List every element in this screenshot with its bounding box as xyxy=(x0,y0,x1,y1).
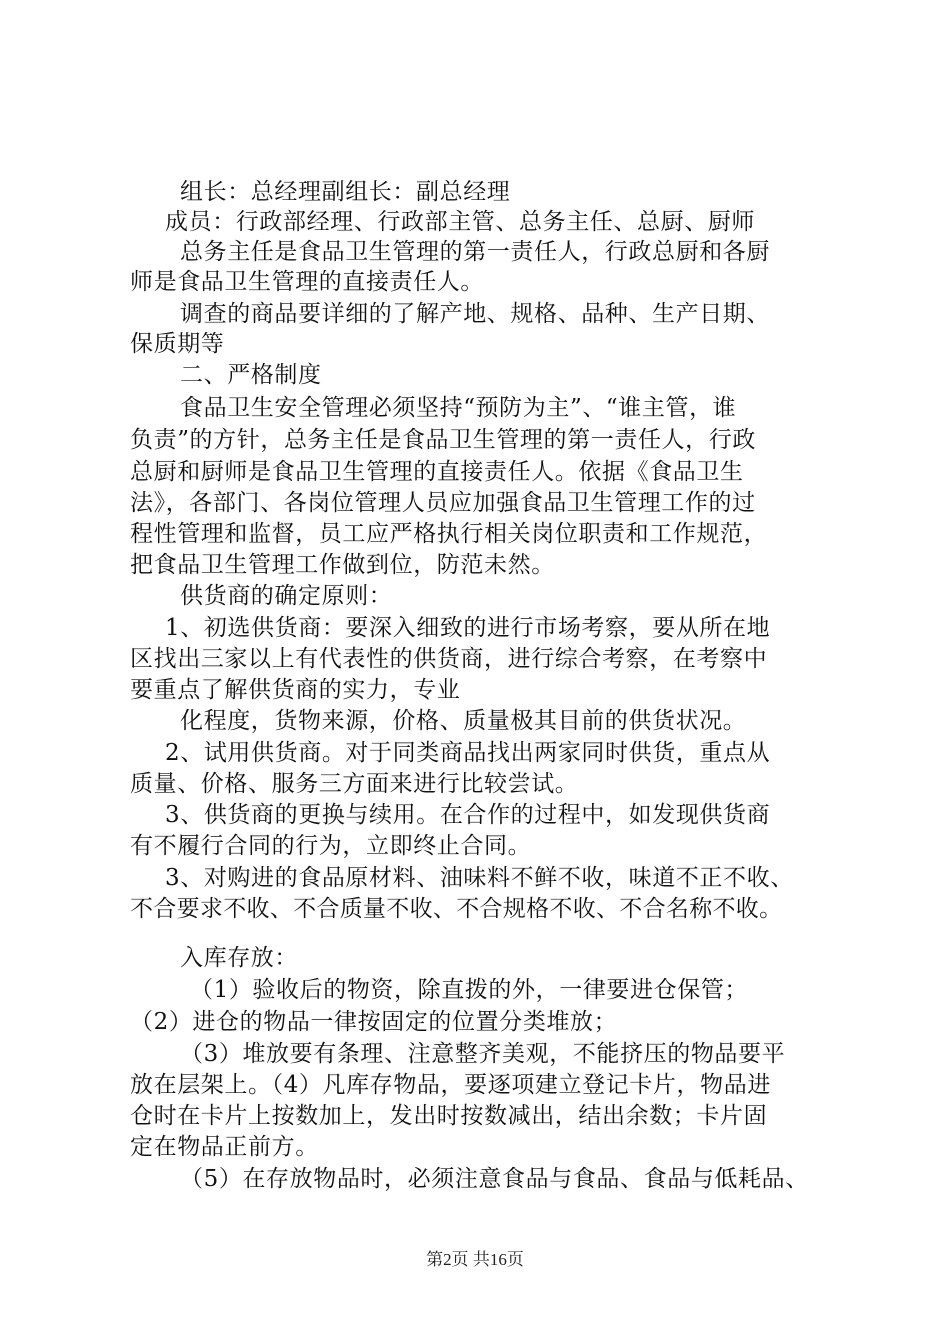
text-line: （3）堆放要有条理、注意整齐美观，不能挤压的物品要平 xyxy=(180,1041,786,1067)
text-line: 法》，各部门、各岗位管理人员应加强食品卫生管理工作的过 xyxy=(130,490,756,516)
text-line: （2）进仓的物品一律按固定的位置分类堆放； xyxy=(130,1009,618,1035)
section-heading: 二、严格制度 xyxy=(180,362,322,388)
page-footer: 第2页 共16页 xyxy=(426,1250,524,1269)
text-line: 化程度，货物来源，价格、质量极其目前的供货状况。 xyxy=(180,708,747,734)
text-line: 总务主任是食品卫生管理的第一责任人，行政总厨和各厨 xyxy=(180,239,770,265)
text-line: 定在物品正前方。 xyxy=(130,1134,319,1160)
text-line: 要重点了解供货商的实力，专业 xyxy=(130,677,461,703)
text-line: （1）验收后的物资，除直拨的外，一律要进仓保管； xyxy=(190,977,749,1003)
text-line: 质量、价格、服务三方面来进行比较尝试。 xyxy=(130,771,579,797)
text-line: 区找出三家以上有代表性的供货商，进行综合考察，在考察中 xyxy=(130,646,768,672)
text-line: 把食品卫生管理工作做到位，防范未然。 xyxy=(130,552,555,578)
text-line: 保质期等 xyxy=(130,331,225,357)
text-line: 总厨和厨师是食品卫生管理的直接责任人。依据《食品卫生 xyxy=(130,459,744,485)
text-line: 不合要求不收、不合质量不收、不合规格不收、不合名称不收。 xyxy=(130,896,783,922)
text-line: 成员：行政部经理、行政部主管、总务主任、总厨、厨师 xyxy=(165,209,755,235)
text-line: 食品卫生安全管理必须坚持“预防为主”、“谁主管，谁 xyxy=(180,395,737,421)
text-line: 调查的商品要详细的了解产地、规格、品种、生产日期、 xyxy=(180,301,770,327)
text-line: 师是食品卫生管理的直接责任人。 xyxy=(130,269,484,295)
text-line: （5）在存放物品时，必须注意食品与食品、食品与低耗品、 xyxy=(180,1166,809,1192)
text-line: 程性管理和监督，员工应严格执行相关岗位职责和工作规范， xyxy=(130,521,768,547)
text-line: 放在层架上。（4）凡库存物品，要逐项建立登记卡片，物品进 xyxy=(130,1072,771,1098)
text-line: 有不履行合同的行为，立即终止合同。 xyxy=(130,833,532,859)
text-line: 仓时在卡片上按数加上，发出时按数减出，结出余数；卡片固 xyxy=(130,1103,768,1129)
text-line: 2、试用供货商。对于同类商品找出两家同时供货，重点从 xyxy=(165,740,771,766)
section-heading: 入库存放： xyxy=(180,945,298,971)
section-heading: 供货商的确定原则： xyxy=(180,583,393,609)
text-line: 3、对购进的食品原材料、油味料不鲜不收，味道不正不收、 xyxy=(165,865,794,891)
text-line: 1、初选供货商：要深入细致的进行市场考察，要从所在地 xyxy=(165,615,771,641)
text-line: 3、供货商的更换与续用。在合作的过程中，如发现供货商 xyxy=(165,802,771,828)
text-line: 负责”的方针，总务主任是食品卫生管理的第一责任人，行政 xyxy=(130,427,756,453)
text-line: 组长：总经理副组长：副总经理 xyxy=(180,179,511,205)
